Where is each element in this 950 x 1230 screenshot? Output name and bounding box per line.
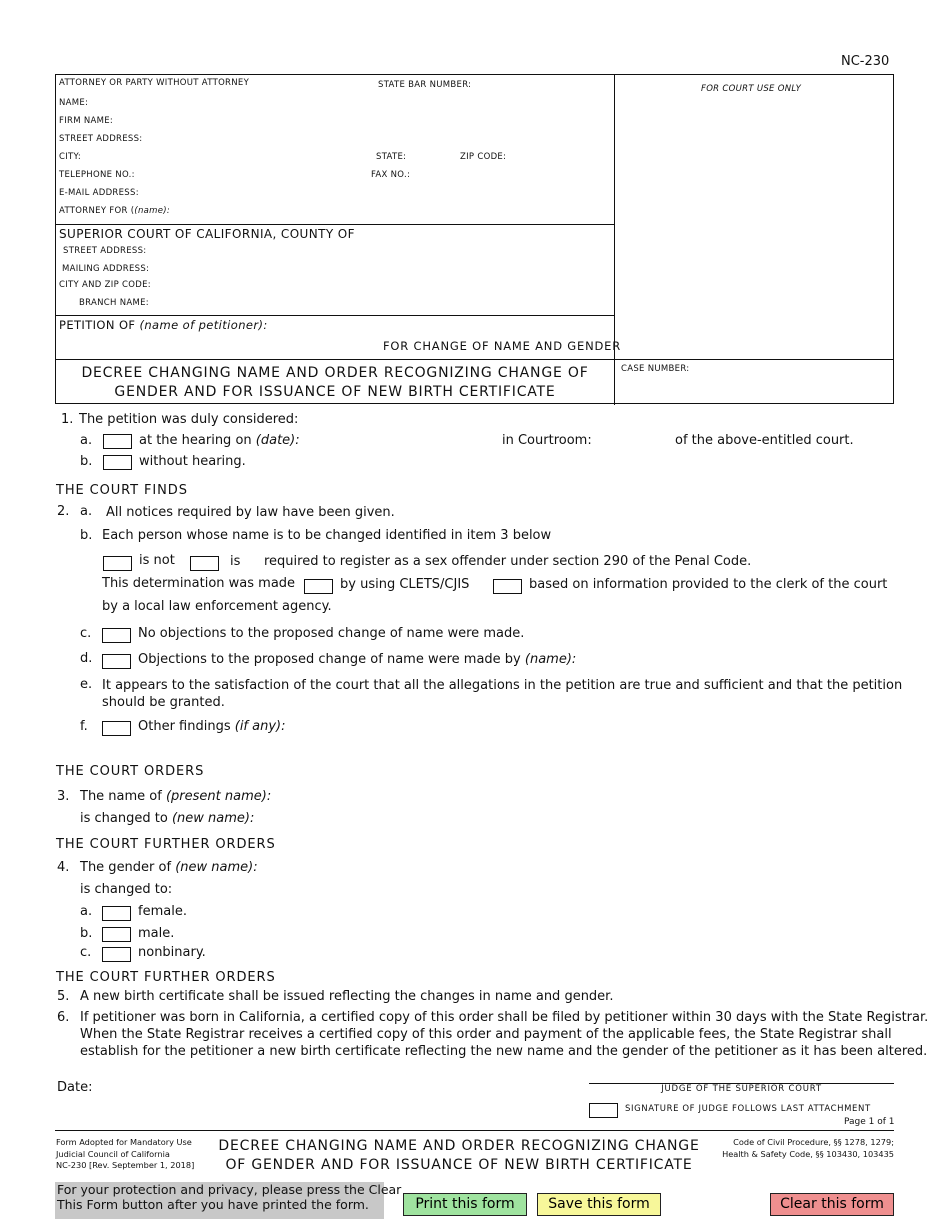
new-name-label: is changed to (new name): — [80, 811, 255, 826]
item-2e-text: It appears to the satisfaction of the court that all the allegations in the petition are true and sufficient and that the petition should be granted. — [102, 678, 903, 710]
form-number: NC-230 — [841, 54, 890, 69]
other-findings-checkbox[interactable] — [102, 721, 131, 736]
objections-checkbox[interactable] — [102, 654, 131, 669]
male-checkbox[interactable] — [102, 927, 131, 942]
form-adopted: Form Adopted for Mandatory Use Judicial Council of California NC-230 [Rev. September 1, 2018] — [56, 1137, 195, 1170]
print-button[interactable]: Print this form — [403, 1193, 527, 1216]
above-court-label: of the above-entitled court. — [675, 433, 854, 448]
is-checkbox[interactable] — [190, 556, 219, 571]
court-city-zip-label: CITY AND ZIP CODE: — [59, 280, 151, 290]
further-orders-heading-2: THE COURT FURTHER ORDERS — [56, 970, 276, 985]
privacy-notice: For your protection and privacy, please press the Clear This Form button after you have printed the form. — [55, 1182, 384, 1219]
date-label: Date: — [57, 1080, 93, 1095]
court-mailing-label: MAILING ADDRESS: — [62, 264, 150, 274]
signature-follows-label: SIGNATURE OF JUDGE FOLLOWS LAST ATTACHMENT — [625, 1104, 871, 1114]
is-not-checkbox[interactable] — [103, 556, 132, 571]
courtroom-label: in Courtroom: — [502, 433, 592, 448]
item-1-text: The petition was duly considered: — [79, 412, 299, 427]
attorney-for-label: ATTORNEY FOR ((name): — [59, 206, 171, 216]
state-label: STATE: — [376, 152, 407, 162]
fax-label: FAX NO.: — [371, 170, 411, 180]
further-orders-heading-1: THE COURT FURTHER ORDERS — [56, 837, 276, 852]
notices-given-text: All notices required by law have been given. — [106, 505, 395, 520]
code-reference: Code of Civil Procedure, §§ 1278, 1279; Health & Safety Code, §§ 103430, 103435 — [722, 1137, 894, 1159]
no-objections-checkbox[interactable] — [102, 628, 131, 643]
present-name-label: The name of (present name): — [80, 789, 272, 804]
item-1-number: 1. — [61, 412, 74, 427]
footer-divider — [55, 1130, 894, 1131]
item-5-text: A new birth certificate shall be issued reflecting the changes in name and gender. — [80, 989, 614, 1004]
street-address-label: STREET ADDRESS: — [59, 134, 143, 144]
name-label: NAME: — [59, 98, 89, 108]
court-orders-heading: THE COURT ORDERS — [56, 764, 205, 779]
court-branch-label: BRANCH NAME: — [79, 298, 149, 308]
without-hearing-label: without hearing. — [139, 454, 246, 469]
hearing-checkbox[interactable] — [103, 434, 132, 449]
judge-label: JUDGE OF THE SUPERIOR COURT — [661, 1084, 822, 1094]
nonbinary-checkbox[interactable] — [102, 947, 131, 962]
court-use-label: FOR COURT USE ONLY — [701, 84, 802, 94]
clear-button[interactable]: Clear this form — [770, 1193, 894, 1216]
signature-follows-checkbox[interactable] — [589, 1103, 618, 1118]
item-2b-text: Each person whose name is to be changed identified in item 3 below — [102, 528, 552, 543]
case-number-label: CASE NUMBER: — [621, 364, 690, 374]
state-bar-label: STATE BAR NUMBER: — [378, 80, 472, 90]
telephone-label: TELEPHONE NO.: — [59, 170, 135, 180]
zip-label: ZIP CODE: — [460, 152, 507, 162]
attorney-label: ATTORNEY OR PARTY WITHOUT ATTORNEY — [59, 78, 250, 88]
for-change-label: FOR CHANGE OF NAME AND GENDER — [383, 339, 621, 353]
court-title: SUPERIOR COURT OF CALIFORNIA, COUNTY OF — [59, 227, 355, 241]
footer-title: DECREE CHANGING NAME AND ORDER RECOGNIZING CHANGE OF GENDER AND FOR ISSUANCE OF NEW BIRTH CERTIFICATE — [218, 1138, 700, 1173]
law-enforcement-checkbox[interactable] — [493, 579, 522, 594]
item-6-text: If petitioner was born in California, a certified copy of this order shall be filed by petitioner within 30 days with the State Registrar. When the State Registrar receives a certified copy of this order and payment of the applicable fees, the State Registrar shall establish for the petitioner a new birth certificate reflecting the new name and the gender of the petitioner as it has been altered. — [80, 1010, 929, 1059]
save-button[interactable]: Save this form — [537, 1193, 661, 1216]
court-street-label: STREET ADDRESS: — [63, 246, 147, 256]
female-checkbox[interactable] — [102, 906, 131, 921]
petition-of-label: PETITION OF (name of petitioner): — [59, 318, 268, 332]
clets-checkbox[interactable] — [304, 579, 333, 594]
city-label: CITY: — [59, 152, 82, 162]
firm-name-label: FIRM NAME: — [59, 116, 114, 126]
sex-offender-text: required to register as a sex offender under section 290 of the Penal Code. — [264, 554, 752, 569]
email-label: E-MAIL ADDRESS: — [59, 188, 139, 198]
form-title: DECREE CHANGING NAME AND ORDER RECOGNIZING CHANGE OF GENDER AND FOR ISSUANCE OF NEW BIRTH CERTIFICATE — [81, 365, 589, 400]
gender-of-label: The gender of (new name): — [80, 860, 258, 875]
page-number: Page 1 of 1 — [844, 1117, 895, 1127]
hearing-label: at the hearing on (date): — [139, 433, 300, 448]
without-hearing-checkbox[interactable] — [103, 455, 132, 470]
court-finds-heading: THE COURT FINDS — [56, 483, 188, 498]
caption-divider — [614, 74, 615, 405]
